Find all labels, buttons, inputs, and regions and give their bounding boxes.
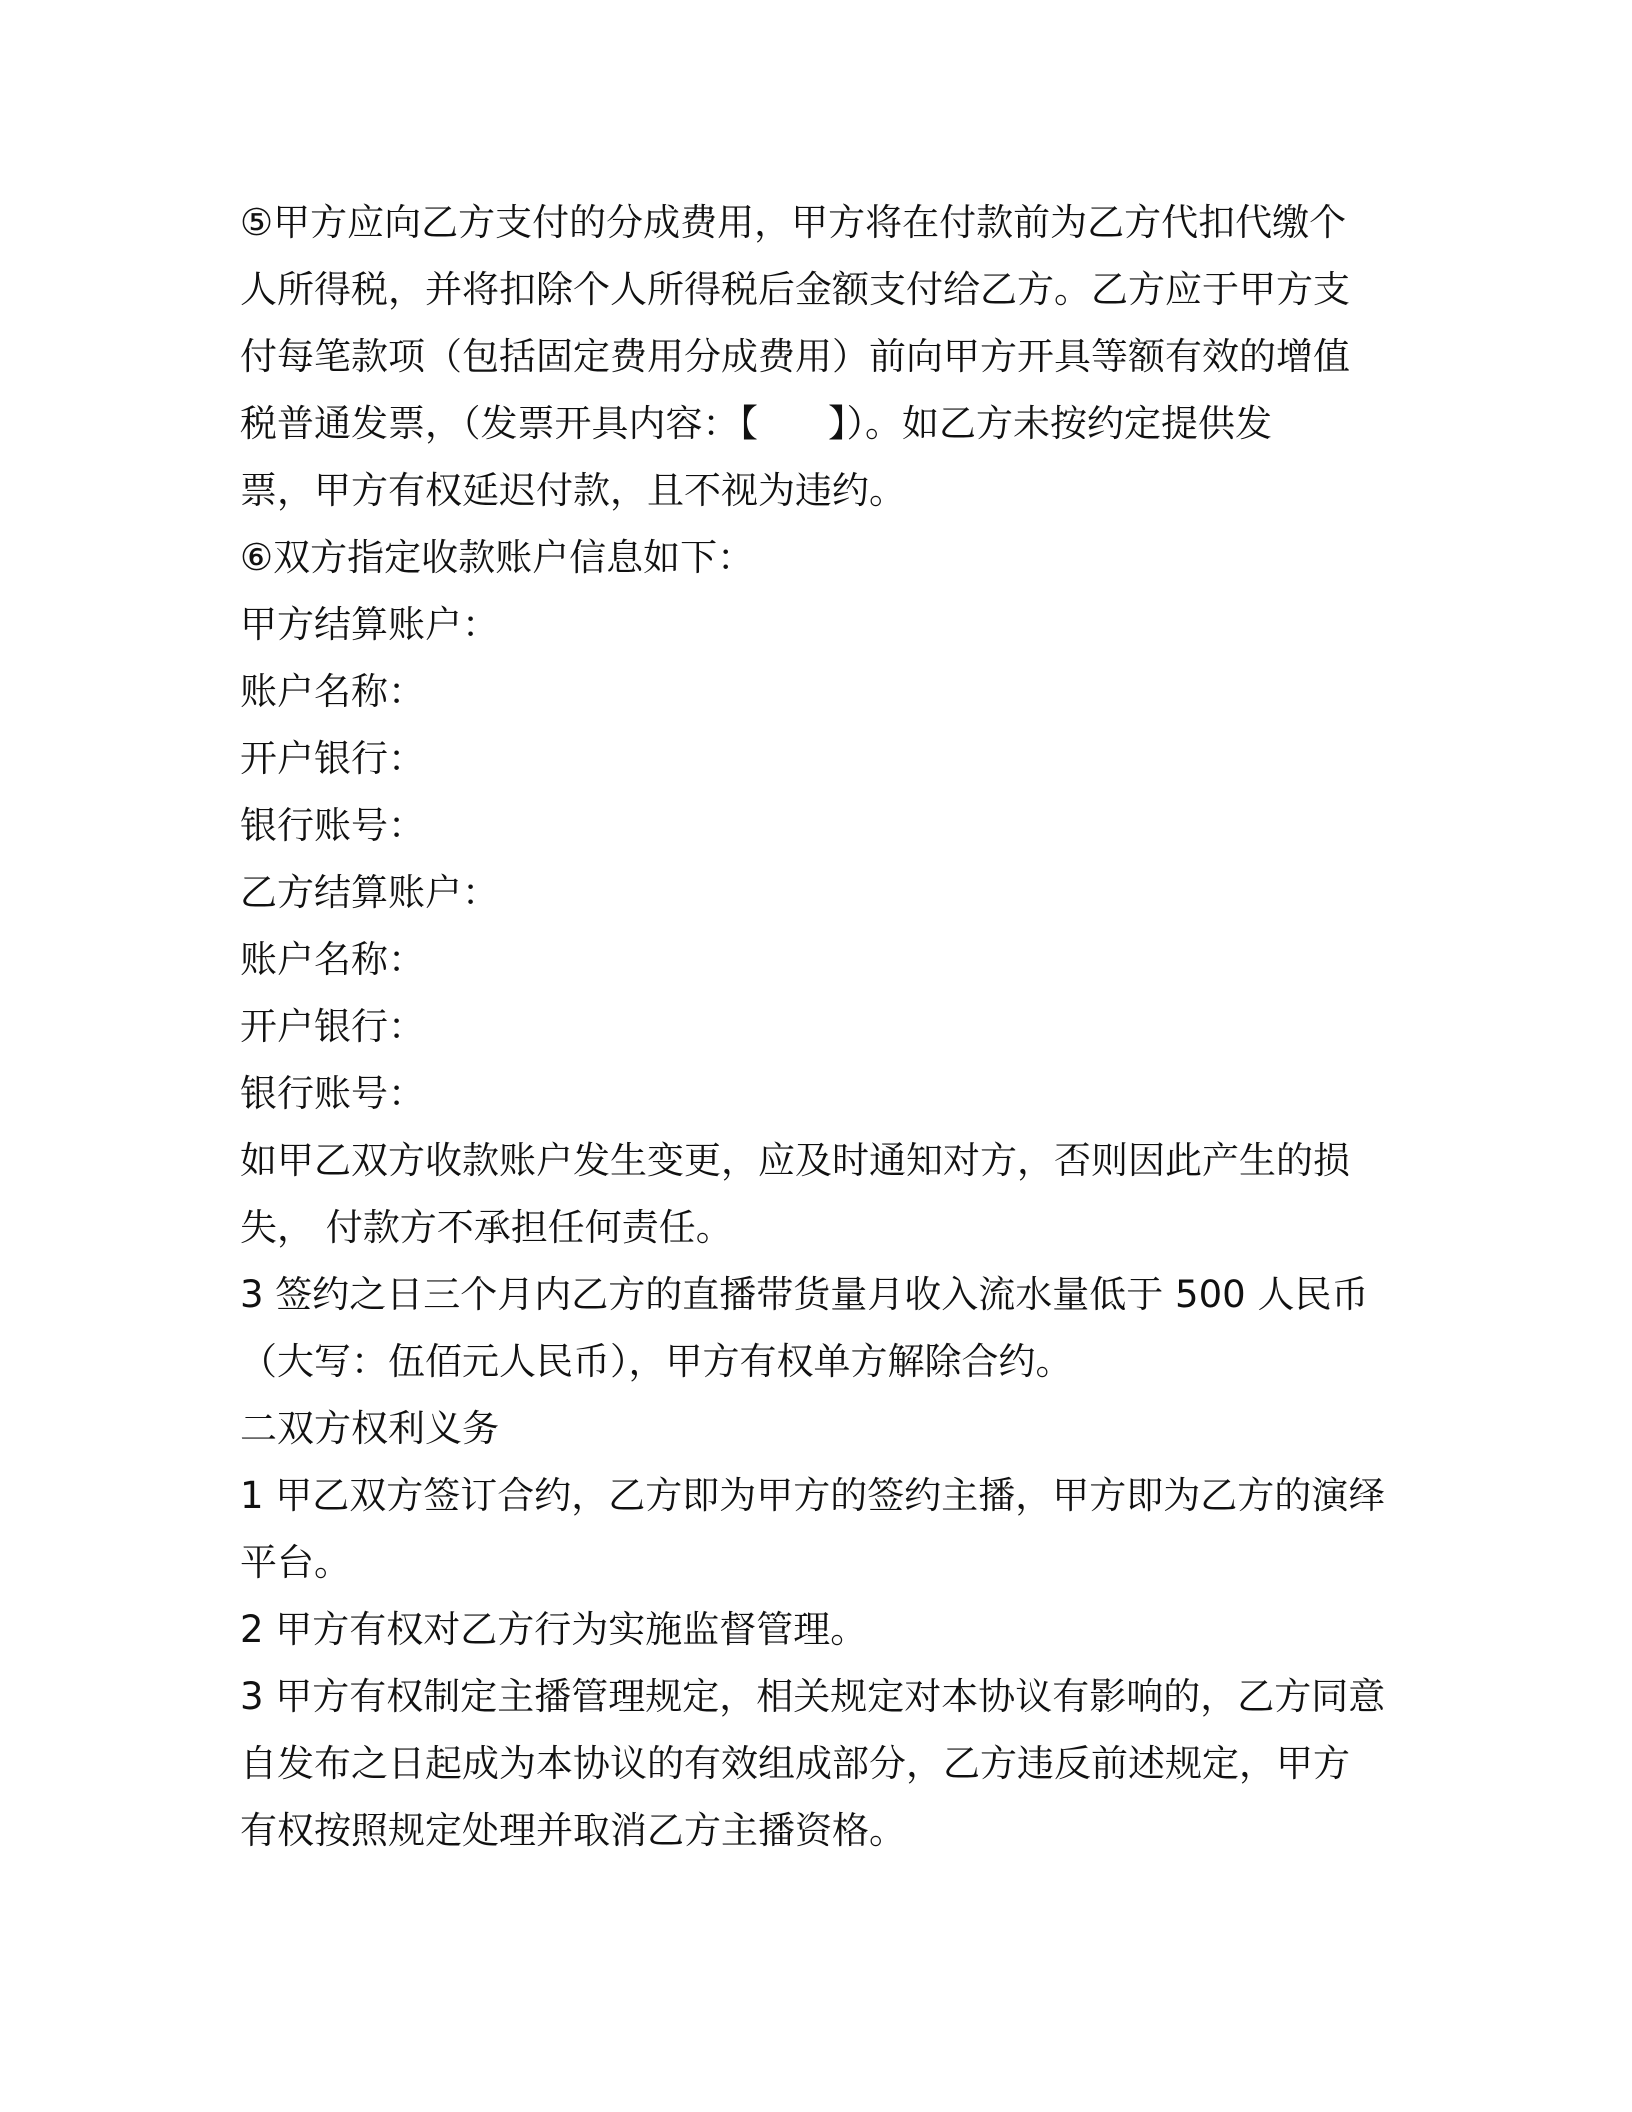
- paragraph-line: 3 签约之日三个月内乙方的直播带货量月收入流水量低于 500 人民币: [240, 1273, 1369, 1316]
- invoice-text-before: 税普通发票，（发票开具内容：【: [240, 402, 758, 445]
- bank-account-label: 银行账号：: [240, 804, 425, 847]
- paragraph-line: 2 甲方有权对乙方行为实施监督管理。: [240, 1608, 868, 1651]
- account-name-label: 账户名称：: [240, 670, 425, 713]
- paragraph-line: 票，甲方有权延迟付款，且不视为违约。: [240, 469, 906, 512]
- paragraph-line: 1 甲乙双方签订合约，乙方即为甲方的签约主播，甲方即为乙方的演绎: [240, 1474, 1386, 1517]
- invoice-text-after: 】）。如乙方未按约定提供发: [828, 402, 1272, 445]
- paragraph-line-invoice: [240, 390, 1400, 457]
- paragraph-line: （大写：伍佰元人民币），甲方有权单方解除合约。: [240, 1340, 1073, 1383]
- section-heading: 二双方权利义务: [240, 1407, 499, 1450]
- party-b-account-label: 乙方结算账户：: [240, 871, 499, 914]
- paragraph-line: 平台。: [240, 1541, 351, 1584]
- section-heading: ⑥双方指定收款账户信息如下：: [240, 536, 755, 579]
- paragraph-line: 如甲乙双方收款账户发生变更，应及时通知对方，否则因此产生的损: [240, 1139, 1350, 1182]
- paragraph-line: 失， 付款方不承担任何责任。: [240, 1206, 733, 1249]
- document-body: [240, 189, 1400, 1864]
- bank-account-label: 银行账号：: [240, 1072, 425, 1115]
- paragraph-line: 付每笔款项（包括固定费用分成费用）前向甲方开具等额有效的增值: [240, 335, 1350, 378]
- bank-name-label: 开户银行：: [240, 1005, 425, 1048]
- bank-name-label: 开户银行：: [240, 737, 425, 780]
- paragraph-line: 自发布之日起成为本协议的有效组成部分，乙方违反前述规定，甲方: [240, 1742, 1350, 1785]
- paragraph-line: 3 甲方有权制定主播管理规定，相关规定对本协议有影响的，乙方同意: [240, 1675, 1386, 1718]
- account-name-label: 账户名称：: [240, 938, 425, 981]
- paragraph-line: ⑤甲方应向乙方支付的分成费用，甲方将在付款前为乙方代扣代缴个: [240, 201, 1347, 244]
- party-a-account-label: 甲方结算账户：: [240, 603, 499, 646]
- paragraph-line: 有权按照规定处理并取消乙方主播资格。: [240, 1809, 906, 1852]
- paragraph-line: 人所得税，并将扣除个人所得税后金额支付给乙方。乙方应于甲方支: [240, 268, 1350, 311]
